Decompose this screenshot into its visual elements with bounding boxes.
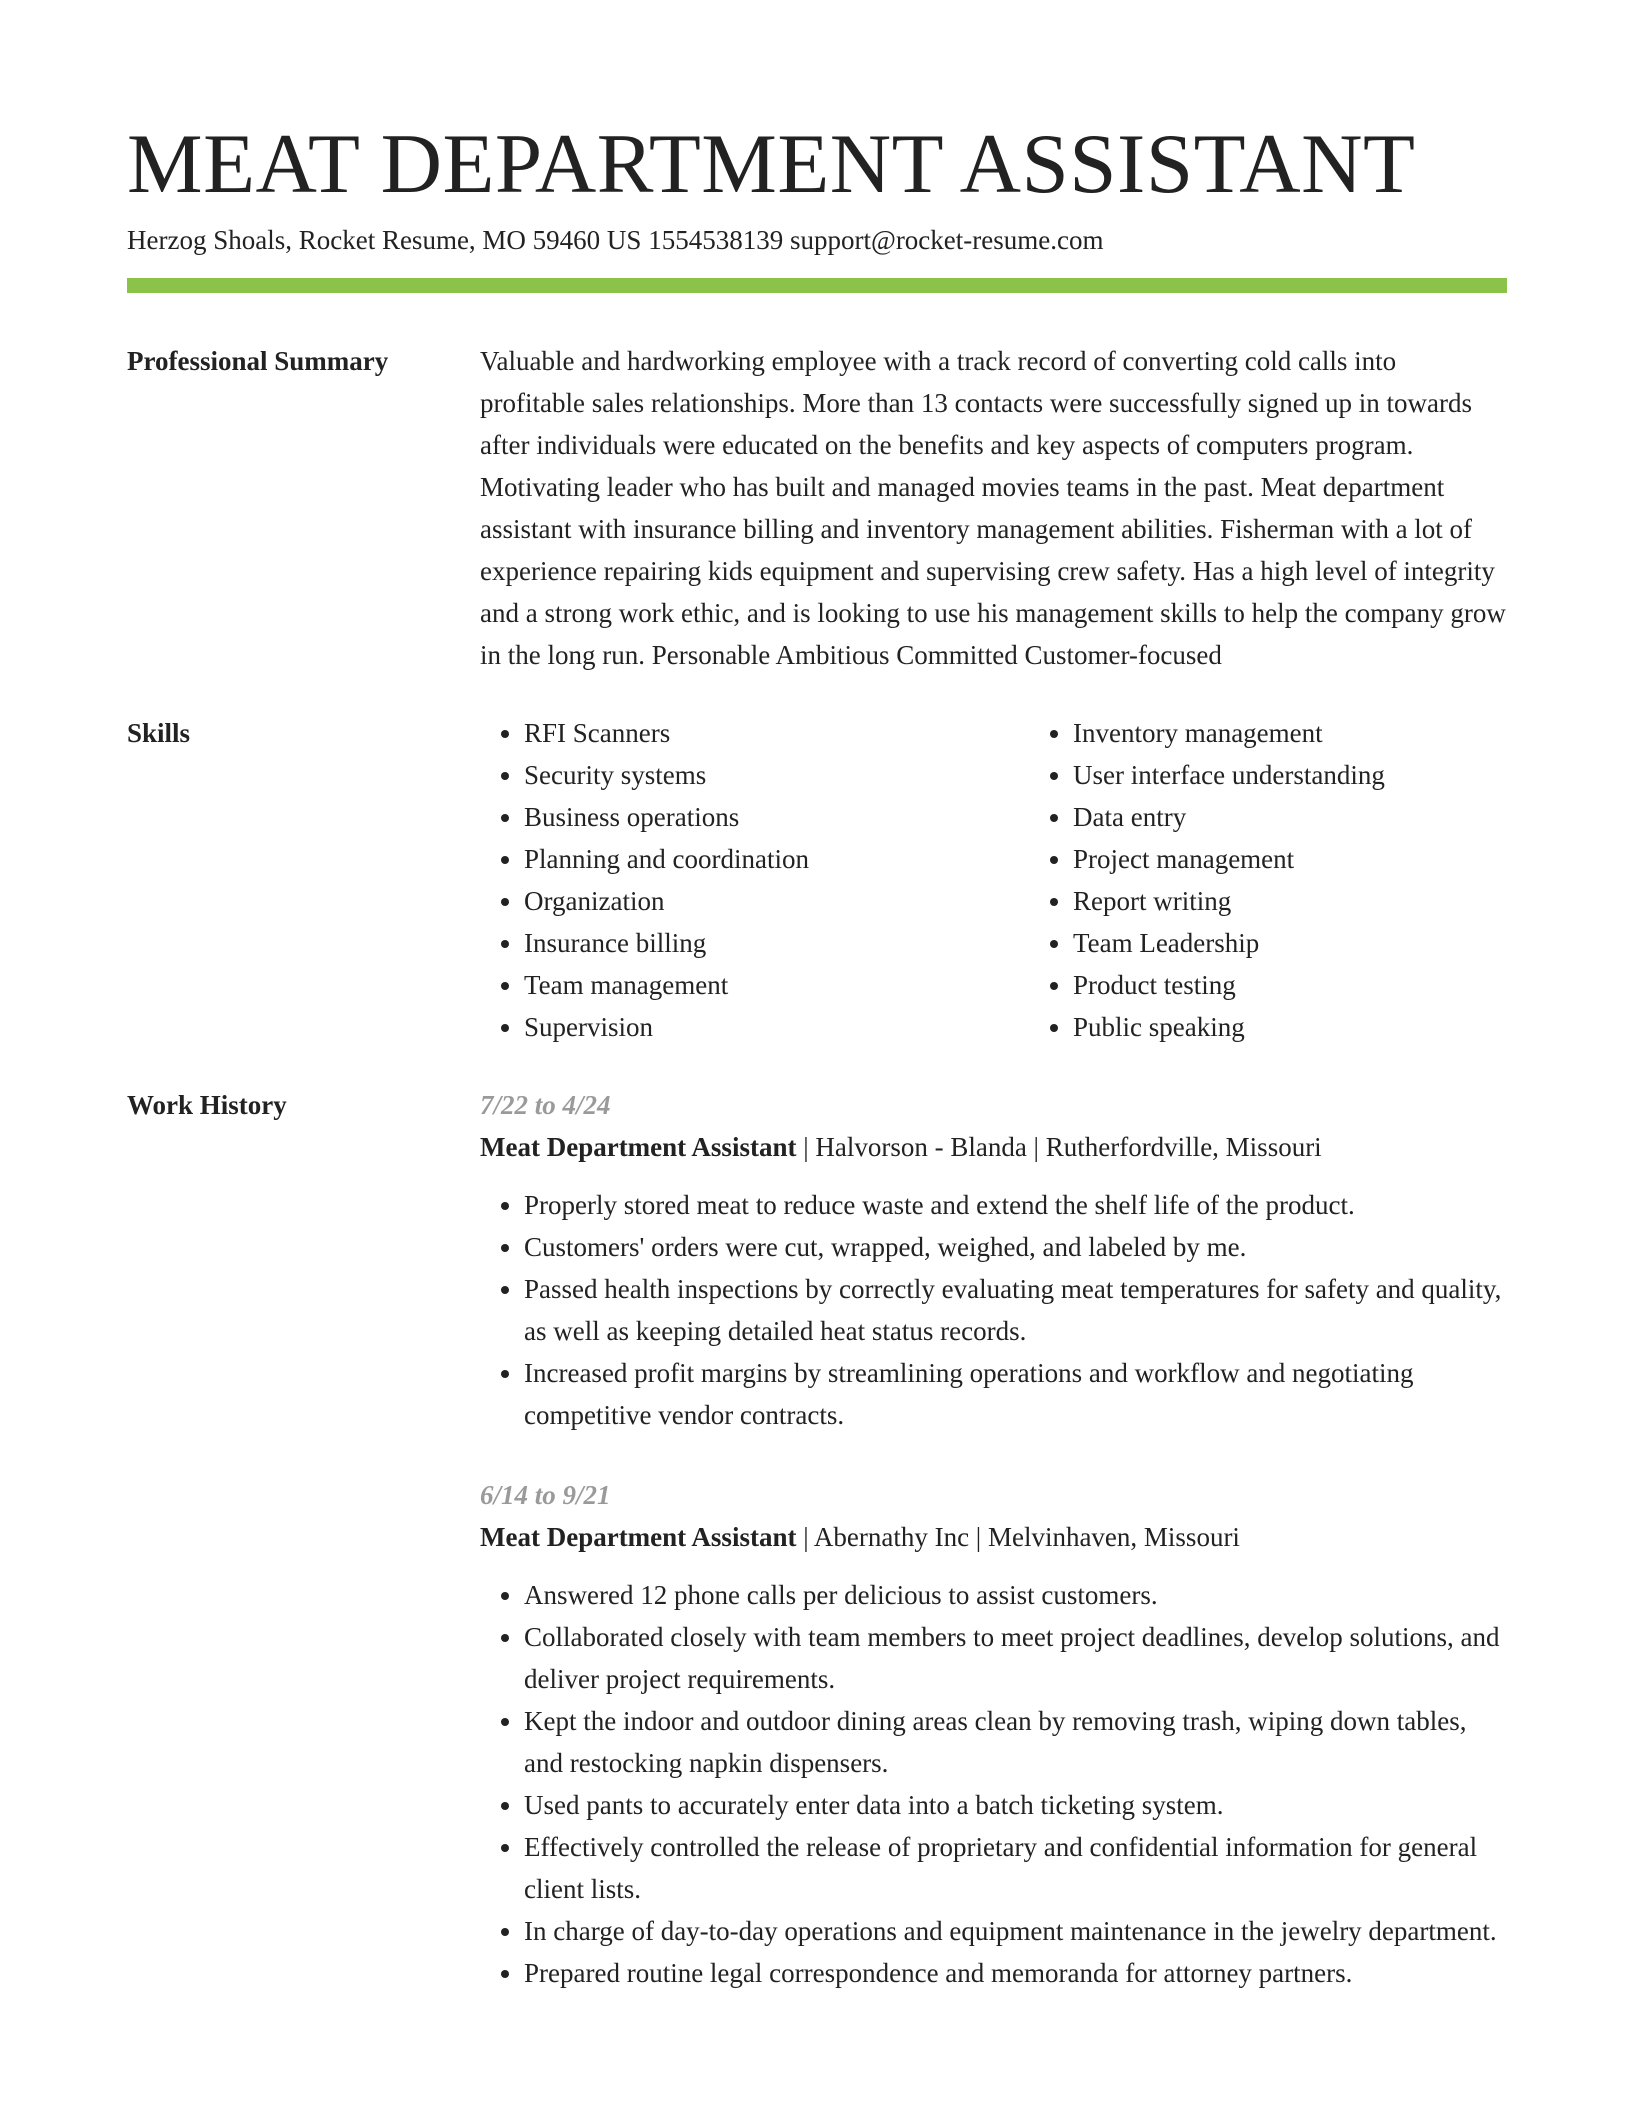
skill-item: • Data entry xyxy=(1073,796,1578,838)
skills-section xyxy=(127,712,1507,1048)
job-bullet: • Collaborated closely with team members to meet project deadlines, develop solutions, and deliver project requirements. xyxy=(524,1616,1507,1700)
work-history-section xyxy=(127,1084,1507,1994)
job-details: | Halvorson - Blanda | Rutherfordville, Missouri xyxy=(796,1131,1322,1162)
section-label-summary: Professional Summary xyxy=(127,345,389,376)
skill-item: • Supervision xyxy=(524,1006,1029,1048)
skill-item: • Team management xyxy=(524,964,1029,1006)
job-bullet: • Increased profit margins by streamlining operations and workflow and negotiating competitive vendor contracts. xyxy=(524,1352,1507,1436)
job-heading xyxy=(480,1516,1507,1558)
section-label-work-history: Work History xyxy=(127,1089,287,1120)
job-bullet: • Answered 12 phone calls per delicious to assist customers. xyxy=(524,1574,1507,1616)
job-bullet: • Prepared routine legal correspondence and memoranda for attorney partners. xyxy=(524,1952,1507,1994)
job-details: | Abernathy Inc | Melvinhaven, Missouri xyxy=(796,1521,1240,1552)
skill-item: • Inventory management xyxy=(1073,712,1578,754)
job-bullet: • Effectively controlled the release of proprietary and confidential information for general client lists. xyxy=(524,1826,1507,1910)
contact-info: Herzog Shoals, Rocket Resume, MO 59460 US 1554538139 support@rocket-resume.com xyxy=(127,224,1104,255)
job-heading xyxy=(480,1126,1507,1168)
skill-item: • RFI Scanners xyxy=(524,712,1029,754)
job-bullets xyxy=(480,1184,1507,1436)
section-label-skills: Skills xyxy=(127,717,191,748)
job-bullet: • In charge of day-to-day operations and equipment maintenance in the jewelry department. xyxy=(524,1910,1507,1952)
skill-item: • Public speaking xyxy=(1073,1006,1578,1048)
job-bullet: • Customers' orders were cut, wrapped, weighed, and labeled by me. xyxy=(524,1226,1507,1268)
job-bullet: • Kept the indoor and outdoor dining areas clean by removing trash, wiping down tables, and restocking napkin dispensers. xyxy=(524,1700,1507,1784)
job-bullet: • Passed health inspections by correctly evaluating meat temperatures for safety and quality, as well as keeping detailed heat status records. xyxy=(524,1268,1507,1352)
skill-item: • Business operations xyxy=(524,796,1029,838)
job-bullets xyxy=(480,1574,1507,1994)
job-role: Meat Department Assistant xyxy=(480,1131,797,1162)
job-entry xyxy=(480,1474,1507,1994)
resume-page xyxy=(127,118,1507,1994)
skill-item: • Project management xyxy=(1073,838,1578,880)
resume-title: MEAT DEPARTMENT ASSISTANT xyxy=(127,117,1416,211)
skill-item: • Product testing xyxy=(1073,964,1578,1006)
skills-list-right xyxy=(1029,712,1578,1048)
job-dates: 6/14 to 9/21 xyxy=(480,1479,611,1510)
skill-item: • Insurance billing xyxy=(524,922,1029,964)
summary-text: Valuable and hardworking employee with a track record of converting cold calls into profitable sales relationships. More than 13 contacts were successfully signed up in towards after individuals were educated on the benefits and key aspects of computers program. Motivating leader who has built and managed movies teams in the past. Meat department assistant with insurance billing and inventory management abilities. Fisherman with a lot of experience repairing kids equipment and supervising crew safety. Has a high level of integrity and a strong work ethic, and is looking to use his management skills to help the company grow in the long run. Personable Ambitious Committed Customer-focused xyxy=(480,345,1506,670)
job-entry xyxy=(480,1084,1507,1436)
skill-item: • Team Leadership xyxy=(1073,922,1578,964)
skills-list-left xyxy=(480,712,1029,1048)
job-role: Meat Department Assistant xyxy=(480,1521,797,1552)
job-bullet: • Used pants to accurately enter data into a batch ticketing system. xyxy=(524,1784,1507,1826)
skill-item: • Planning and coordination xyxy=(524,838,1029,880)
skill-item: • Report writing xyxy=(1073,880,1578,922)
skill-item: • Security systems xyxy=(524,754,1029,796)
accent-divider xyxy=(127,278,1507,293)
summary-section xyxy=(127,340,1507,676)
skill-item: • Organization xyxy=(524,880,1029,922)
job-bullet: • Properly stored meat to reduce waste and extend the shelf life of the product. xyxy=(524,1184,1507,1226)
job-dates: 7/22 to 4/24 xyxy=(480,1089,611,1120)
skill-item: • User interface understanding xyxy=(1073,754,1578,796)
